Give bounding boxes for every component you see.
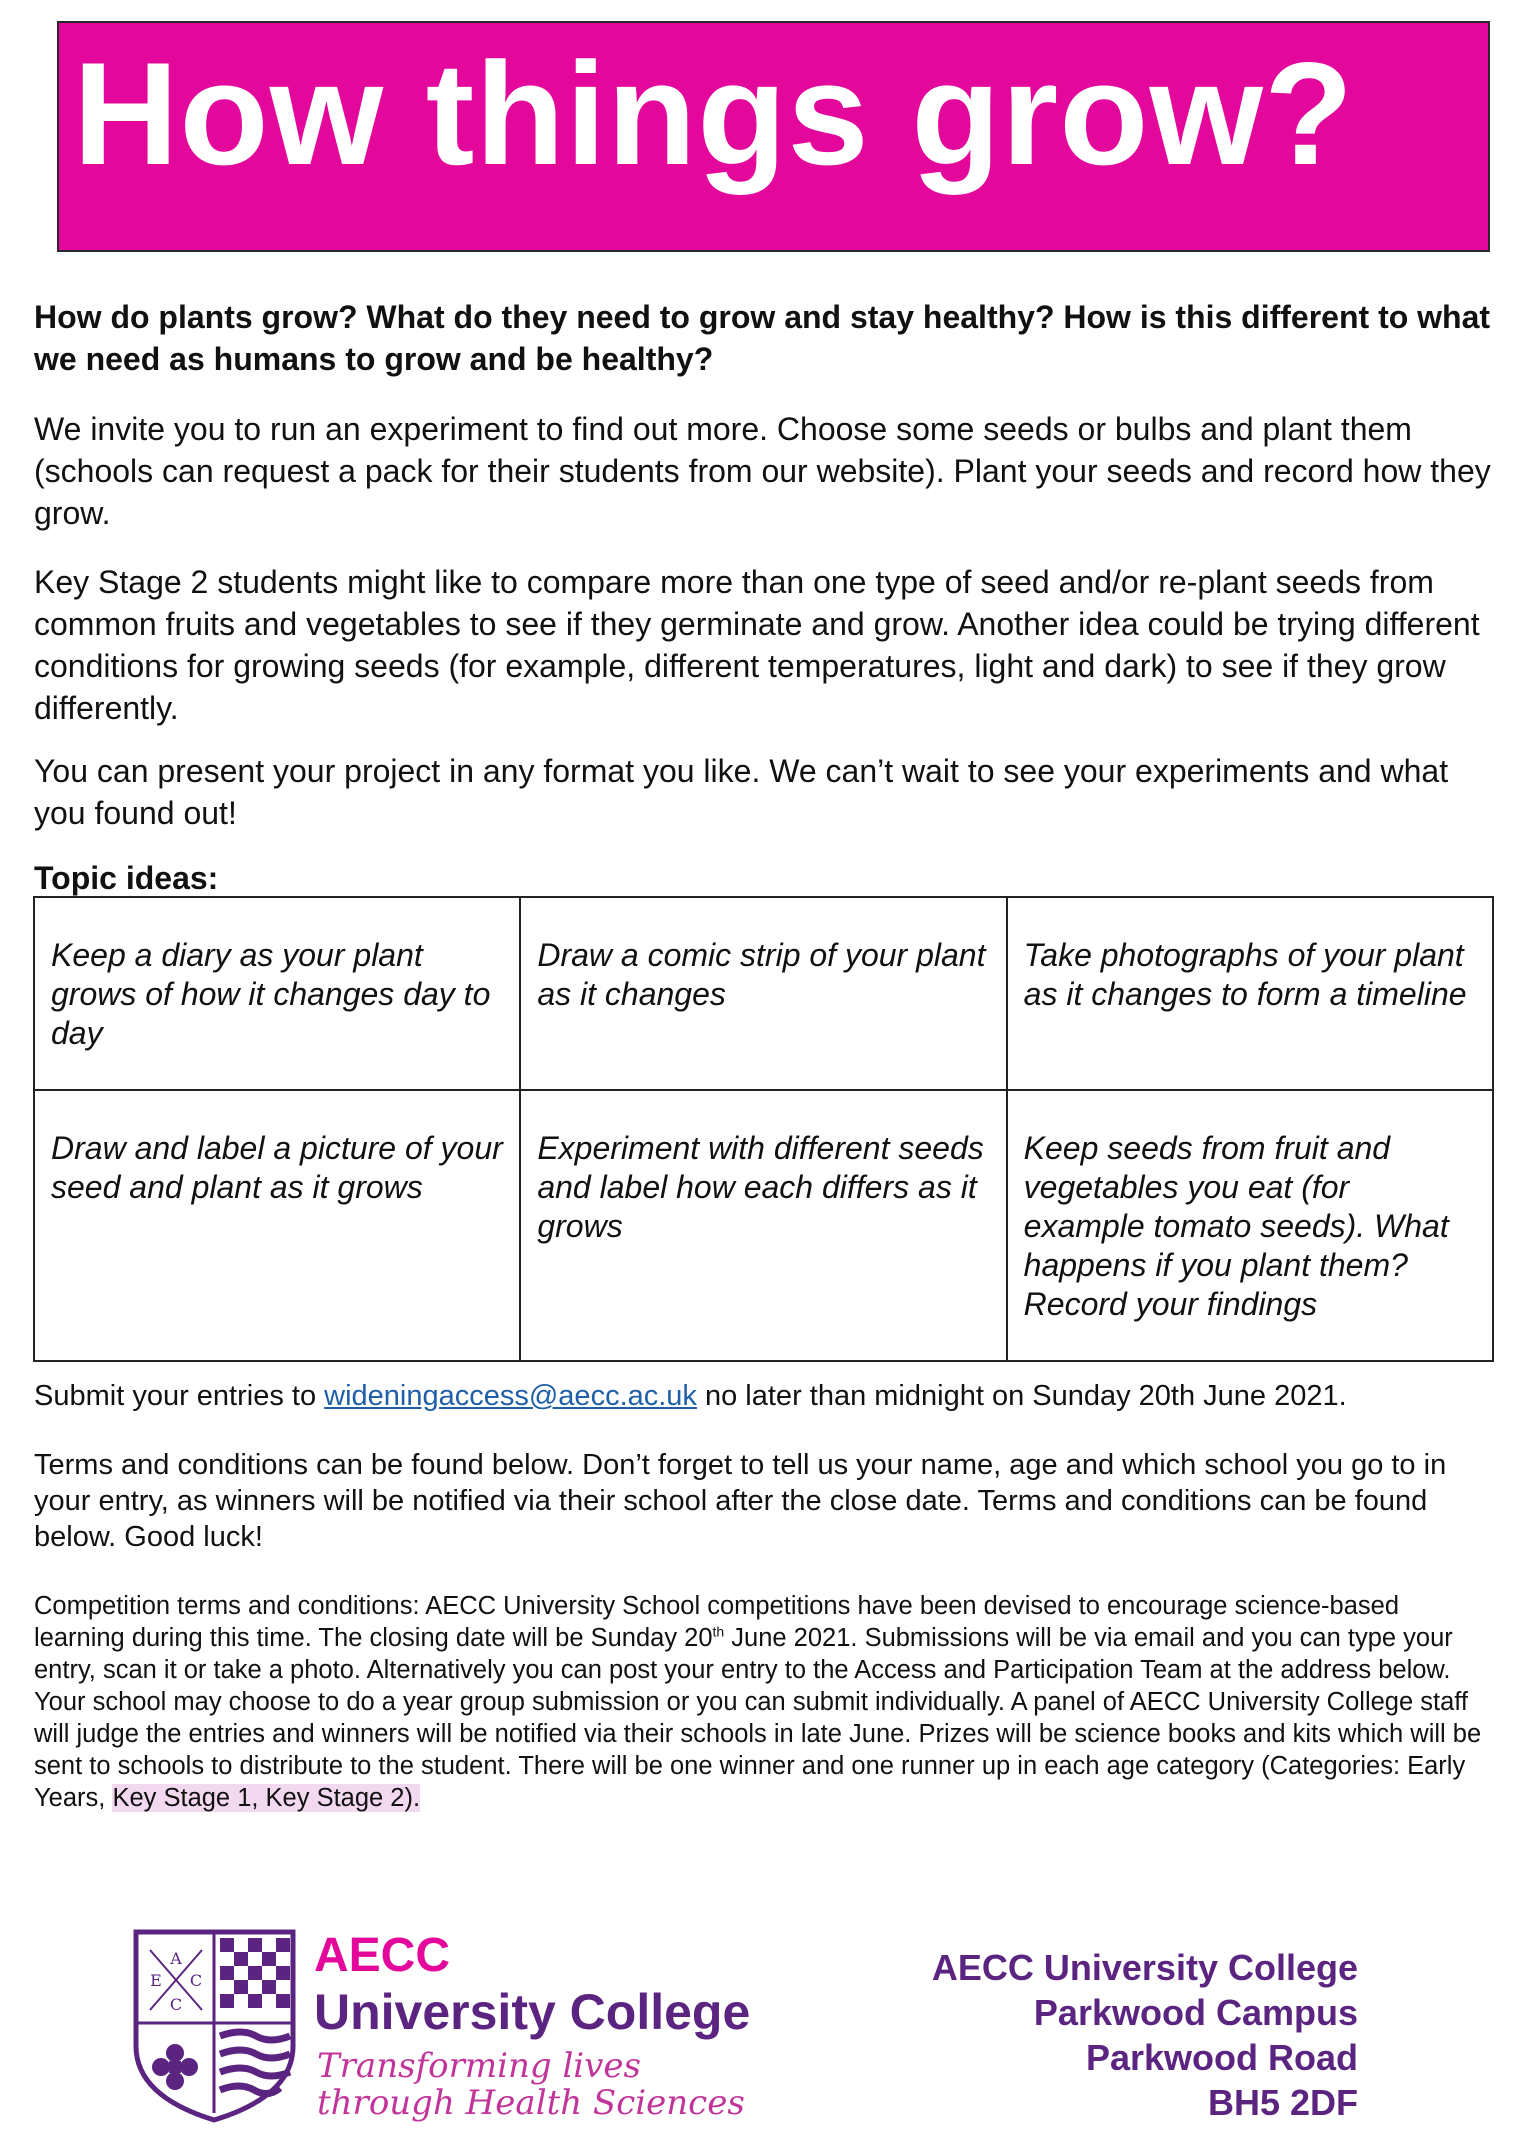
address-line: Parkwood Road xyxy=(1085,2037,1358,2078)
terms-superscript: th xyxy=(712,1623,725,1640)
address-line: Parkwood Campus xyxy=(1033,1992,1358,2033)
topic-cell: Keep seeds from fruit and vegetables you eat (for example tomato seeds). What happens if you plant them? Record your findings xyxy=(1007,1090,1493,1361)
paragraph-key-stage: Key Stage 2 students might like to compare more than one type of seed and/or re-plant seeds from common fruits and vegetables to see if they germinate and grow. Another idea could be trying different conditions for growing seeds (for example, different temperatures, light and dark) to see if they grow differently. xyxy=(34,564,1480,726)
topic-cell: Draw a comic strip of your plant as it changes xyxy=(520,897,1006,1090)
brand-name-aecc: AECC xyxy=(314,1929,451,1982)
brand-name-university-college: University College xyxy=(314,1984,751,2040)
page-title: How things grow? xyxy=(73,32,1355,195)
terms-part1: Competition terms and conditions: AECC University School competitions have been devised to encourage science-based learning during this time. The closing date will be Sunday 20 xyxy=(34,1592,1399,1652)
terms-highlight: Key Stage 1, Key Stage 2). xyxy=(112,1784,421,1812)
topic-cell: Take photographs of your plant as it changes to form a timeline xyxy=(1007,897,1493,1090)
competition-terms xyxy=(34,1590,1494,1814)
paragraph-present: You can present your project in any format you like. We can’t wait to see your experiments and what you found out! xyxy=(34,753,1449,831)
paragraph-invite: We invite you to run an experiment to find out more. Choose some seeds or bulbs and plant them (schools can request a pack for their students from our website). Plant your seeds and record how they grow. xyxy=(34,411,1491,531)
address-line: AECC University College xyxy=(931,1947,1358,1988)
topic-cell: Keep a diary as your plant grows of how it changes day to day xyxy=(34,897,520,1090)
intro-question: How do plants grow? What do they need to grow and stay healthy? How is this different to what we need as humans to grow and be healthy? xyxy=(34,299,1491,377)
table-row xyxy=(34,1090,1493,1361)
table-row xyxy=(34,897,1493,1090)
crest-letter: E xyxy=(150,1971,162,1990)
crest-letter: A xyxy=(170,1949,182,1968)
crest-letter: C xyxy=(169,1995,183,2014)
address-line: BH5 2DF xyxy=(1207,2082,1358,2123)
topic-cell: Experiment with different seeds and label how each differs as it grows xyxy=(520,1090,1006,1361)
submit-prefix: Submit your entries to xyxy=(34,1380,325,1412)
campus-address xyxy=(932,1945,1358,2125)
terms-intro: Terms and conditions can be found below. Don’t forget to tell us your name, age and which school you go to in your entry, as winners will be notified via their school after the close date. Terms and conditions can be found below. Good luck! xyxy=(34,1449,1447,1553)
title-banner xyxy=(57,21,1490,252)
topic-ideas-heading: Topic ideas: xyxy=(34,860,219,896)
email-link[interactable]: wideningaccess@aecc.ac.uk xyxy=(324,1380,697,1412)
topic-cell: Draw and label a picture of your seed and plant as it grows xyxy=(34,1090,520,1361)
brand-tagline-2: through Health Sciences xyxy=(317,2083,745,2123)
crest-logo xyxy=(132,1928,297,2123)
terms-part2: June 2021. Submissions will be via email and you can type your entry, scan it or take a photo. Alternatively you can post your entry to the Access and Participation Team at the address below. Your school may choose to do a year group submission or you can submit individually. A panel of AECC University College staff will judge the entries and winners will be notified via their schools in late June. Prizes will be science books and kits which will be sent to schools to distribute to the student. There will be one winner and one runner up in each age category (Categories: Early Years, xyxy=(34,1624,1482,1812)
brand-tagline-1: Transforming lives xyxy=(317,2046,641,2086)
topic-ideas-table xyxy=(33,896,1494,1362)
submit-suffix: no later than midnight on Sunday 20th June 2021. xyxy=(696,1380,1347,1412)
submit-instructions xyxy=(34,1378,1494,1414)
crest-letter: C xyxy=(189,1971,203,1990)
